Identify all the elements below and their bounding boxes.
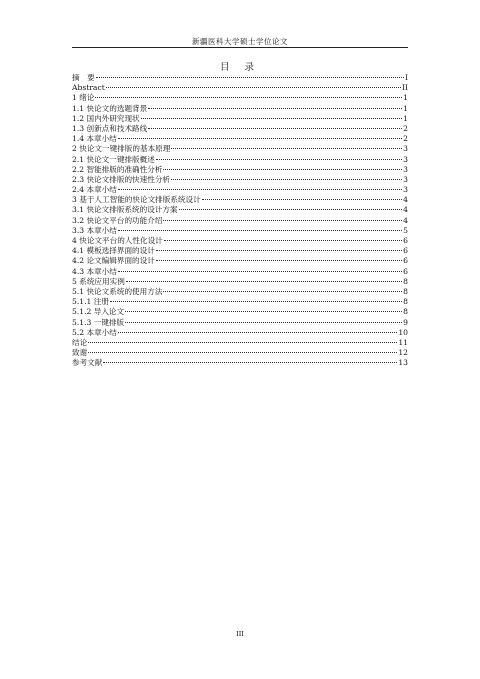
toc-leader-dots	[110, 301, 402, 302]
table-of-contents	[72, 73, 408, 368]
toc-entry[interactable]	[72, 83, 408, 93]
toc-entry[interactable]	[72, 195, 408, 205]
toc-leader-dots	[106, 87, 401, 88]
toc-leader-dots	[164, 240, 402, 241]
toc-entry[interactable]	[72, 256, 408, 266]
toc-entry[interactable]	[72, 165, 408, 175]
toc-entry[interactable]	[72, 328, 408, 338]
toc-leader-dots	[118, 189, 402, 190]
toc-leader-dots	[171, 148, 402, 149]
toc-entry-page: I	[405, 73, 408, 82]
toc-entry[interactable]	[72, 155, 408, 165]
toc-entry[interactable]	[72, 124, 408, 134]
toc-entry-page: 6	[403, 266, 408, 276]
toc-entry-page: II	[402, 83, 408, 93]
toc-entry-label: 2.1 快论文一键排版概述	[72, 154, 155, 164]
toc-leader-dots	[148, 108, 402, 109]
toc-entry-label: 5.1.1 注册	[72, 297, 109, 307]
toc-entry[interactable]	[72, 104, 408, 114]
toc-entry[interactable]	[72, 226, 408, 236]
toc-entry[interactable]	[72, 216, 408, 226]
toc-entry-label: 1.2 国内外研究现状	[72, 113, 140, 123]
toc-entry-page: 1	[403, 103, 408, 113]
toc-entry-page: 12	[398, 348, 408, 358]
toc-entry-page: 4	[403, 195, 408, 205]
toc-entry-label: 4.3 本章小结	[72, 266, 117, 276]
toc-entry-label: 2.3 快论文排版的快速性分析	[72, 174, 171, 184]
toc-entry-page: 4	[403, 205, 408, 215]
toc-entry-label: 4.1 模板选择界面的设计	[72, 246, 155, 256]
header-rule	[72, 47, 408, 48]
toc-entry-page: 1	[403, 113, 408, 123]
toc-leader-dots	[148, 128, 402, 129]
toc-entry[interactable]	[72, 358, 408, 368]
toc-entry[interactable]	[72, 134, 408, 144]
toc-entry-page: 3	[403, 185, 408, 195]
toc-entry-page: 5	[403, 225, 408, 235]
toc-leader-dots	[118, 332, 397, 333]
toc-leader-dots	[88, 352, 397, 353]
toc-entry-page: 13	[398, 358, 408, 368]
toc-entry-label: 5.1 快论文系统的使用方法	[72, 286, 163, 296]
toc-entry-page: 2	[403, 134, 408, 144]
toc-entry-page: 2	[403, 123, 408, 133]
toc-entry[interactable]	[72, 348, 408, 358]
toc-entry-page: 6	[403, 236, 408, 245]
toc-entry[interactable]	[72, 114, 408, 124]
toc-entry[interactable]	[72, 277, 408, 287]
toc-leader-dots	[125, 322, 402, 323]
toc-entry[interactable]	[72, 73, 408, 83]
toc-entry-label: 4.2 论文编辑界面的设计	[72, 256, 155, 266]
toc-entry-page: 6	[403, 256, 408, 266]
toc-entry-page: 10	[398, 327, 408, 337]
toc-entry-label: 1.4 本章小结	[72, 134, 117, 144]
toc-entry[interactable]	[72, 185, 408, 195]
toc-entry-page: 3	[403, 164, 408, 174]
toc-entry-label: 摘 要	[72, 73, 95, 82]
toc-entry-label: 3 基于人工智能的快论文排版系统设计	[72, 195, 201, 205]
toc-entry-page: 6	[403, 246, 408, 256]
toc-leader-dots	[141, 118, 403, 119]
toc-leader-dots	[202, 199, 402, 200]
toc-entry-label: 1 绪论	[72, 93, 95, 103]
toc-entry[interactable]	[72, 175, 408, 185]
toc-leader-dots	[179, 209, 403, 210]
toc-entry-label: 5.1.3 一键排版	[72, 317, 125, 327]
toc-entry-label: 4 快论文平台的人性化设计	[72, 236, 163, 245]
toc-entry[interactable]	[72, 287, 408, 297]
toc-leader-dots	[125, 311, 402, 312]
toc-entry-page: 8	[403, 297, 408, 307]
toc-entry-label: 3.2 快论文平台的功能介绍	[72, 215, 163, 225]
toc-leader-dots	[88, 342, 397, 343]
toc-leader-dots	[156, 250, 402, 251]
toc-leader-dots	[163, 169, 402, 170]
toc-entry-page: 8	[403, 276, 408, 286]
toc-entry-page: 3	[403, 144, 408, 154]
toc-leader-dots	[118, 271, 402, 272]
toc-leader-dots	[163, 220, 402, 221]
toc-entry-label: 1.3 创新点和技术路线	[72, 123, 148, 133]
toc-leader-dots	[163, 291, 402, 292]
toc-entry-page: 8	[403, 307, 408, 317]
toc-entry-page: 3	[403, 174, 408, 184]
toc-entry-label: 致谢	[72, 348, 88, 358]
toc-entry-label: 5.2 本章小结	[72, 327, 117, 337]
toc-entry-label: 5 系统应用实例	[72, 276, 125, 286]
toc-entry[interactable]	[72, 236, 408, 246]
toc-entry-label: 参考文献	[72, 358, 103, 368]
toc-leader-dots	[118, 138, 402, 139]
toc-entry-label: 1.1 快论文的选题背景	[72, 103, 148, 113]
toc-entry[interactable]	[72, 267, 408, 277]
toc-entry[interactable]	[72, 205, 408, 215]
toc-entry[interactable]	[72, 297, 408, 307]
toc-entry[interactable]	[72, 307, 408, 317]
toc-entry-page: 1	[403, 93, 408, 103]
toc-entry-label: 2.4 本章小结	[72, 185, 117, 195]
toc-entry[interactable]	[72, 246, 408, 256]
toc-entry-page: 3	[403, 154, 408, 164]
toc-entry-label: 2 快论文一键排版的基本原理	[72, 144, 171, 154]
toc-entry-page: 11	[398, 337, 408, 347]
toc-entry-label: 3.3 本章小结	[72, 225, 117, 235]
toc-heading: 目 录	[219, 62, 261, 73]
toc-leader-dots	[156, 159, 402, 160]
toc-leader-dots	[103, 362, 397, 363]
toc-entry[interactable]	[72, 144, 408, 154]
toc-entry-label: Abstract	[72, 83, 105, 93]
toc-leader-dots	[126, 281, 402, 282]
toc-entry-label: 5.1.2 导入论文	[72, 307, 125, 317]
page-header-title: 新疆医科大学硕士学位论文	[192, 37, 288, 46]
toc-entry[interactable]	[72, 93, 408, 103]
toc-entry-page: 8	[403, 286, 408, 296]
toc-entry-label: 结论	[72, 337, 88, 347]
toc-entry-page: 9	[403, 317, 408, 327]
toc-leader-dots	[95, 97, 402, 98]
toc-entry-page: 4	[403, 215, 408, 225]
toc-entry[interactable]	[72, 318, 408, 328]
toc-leader-dots	[156, 260, 402, 261]
toc-entry-label: 2.2 智能排版的准确性分析	[72, 164, 163, 174]
toc-entry[interactable]	[72, 338, 408, 348]
toc-leader-dots	[118, 230, 402, 231]
toc-leader-dots	[171, 179, 402, 180]
toc-entry-label: 3.1 快论文排版系统的设计方案	[72, 205, 178, 215]
toc-leader-dots	[96, 77, 404, 78]
footer-page-number: III	[236, 630, 244, 638]
